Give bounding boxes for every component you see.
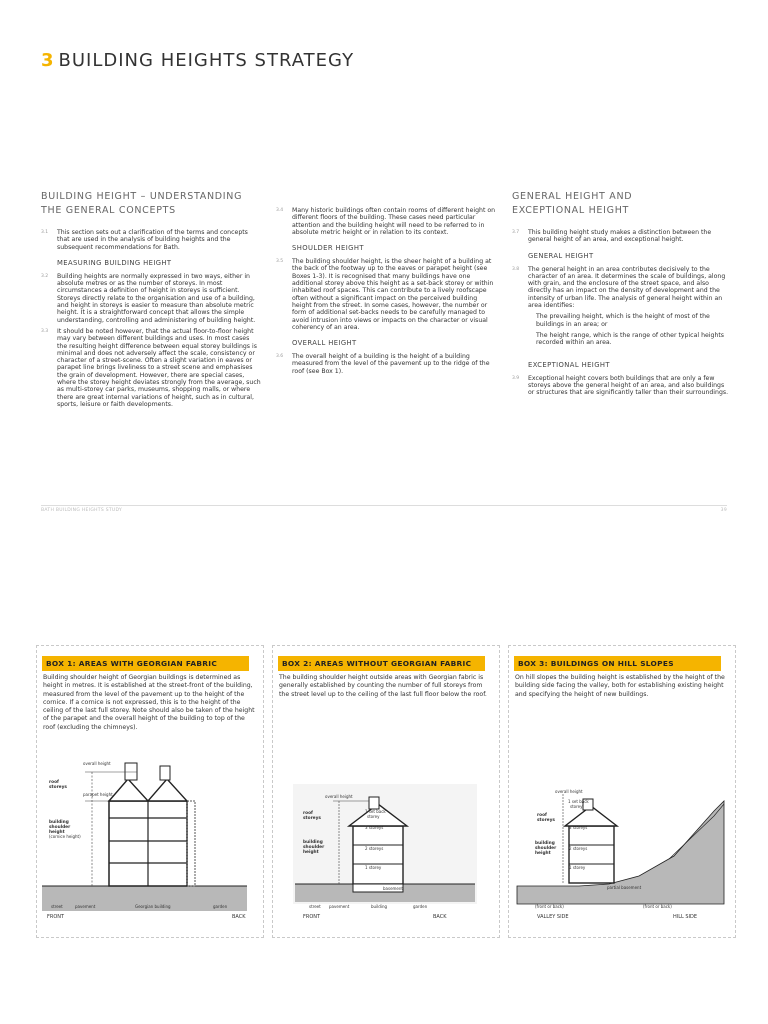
- subheading: MEASURING BUILDING HEIGHT: [57, 258, 172, 267]
- label-storeys: storeys: [49, 785, 67, 790]
- section-diagram: [273, 646, 499, 937]
- subheading: SHOULDER HEIGHT: [292, 244, 364, 253]
- svg-text:(cornice height): (cornice height): [49, 834, 81, 839]
- svg-text:storeys: storeys: [303, 816, 321, 821]
- svg-text:shoulder: shoulder: [535, 846, 557, 851]
- list-item: The prevailing height, which is the height of most of the buildings in an area; or: [536, 313, 710, 328]
- paragraph: 3.5 The building shoulder height, is the sheer height of a building at the back of the footway up to the eaves or parapet height (see Boxes 1-3). It is recognised that many buildings have one additional storey above this height as a set-back storey or within inhabited roof spaces. This can contribute to a lively roofscape often without a significant impact on the perceived building height from the street. In some cases, however, the number or form of additional set-backs needs to be carefully managed to avoid intrusion into views or impacts on the character or visual coherency of an area.: [276, 258, 494, 331]
- svg-text:2 storeys: 2 storeys: [569, 846, 588, 851]
- svg-text:building: building: [535, 841, 555, 846]
- svg-text:(front or back): (front or back): [535, 904, 564, 909]
- list-item: The height range, which is the range of other typical heights recorded within an area.: [536, 331, 725, 347]
- subheading: EXCEPTIONAL HEIGHT: [528, 360, 610, 369]
- svg-text:roof: roof: [303, 811, 313, 816]
- footer-title: BATH BUILDING HEIGHTS STUDY: [41, 508, 123, 513]
- svg-text:storeys: storeys: [537, 818, 555, 823]
- svg-text:Georgian building: Georgian building: [135, 904, 171, 909]
- paragraph: 3.4 Many historic buildings often contain rooms of different height on different floors of the building. These cases need particular attention and the building height will need to be referred to in absolute metric height or in relation to its context.: [276, 207, 496, 236]
- subheading: GENERAL HEIGHT: [528, 251, 594, 260]
- box-title: BOX 3: BUILDINGS ON HILL SLOPES: [514, 656, 721, 671]
- svg-text:street: street: [309, 904, 321, 909]
- section-title: BUILDING HEIGHTS STRATEGY: [58, 50, 355, 71]
- svg-text:partial basement: partial basement: [607, 885, 642, 890]
- paragraph: 3.1 This section sets out a clarification of the terms and concepts that are used in the analysis of building heights and the subsequent recommendations for Bath.: [41, 229, 248, 251]
- svg-text:building: building: [303, 840, 323, 845]
- svg-text:height: height: [535, 851, 551, 856]
- column-2: [276, 207, 496, 379]
- svg-text:1 set back: 1 set back: [365, 809, 386, 814]
- box-non-georgian-fabric: [272, 645, 500, 938]
- svg-text:basement: basement: [383, 886, 403, 891]
- svg-text:pavement: pavement: [75, 904, 96, 909]
- svg-text:roof: roof: [537, 813, 547, 818]
- label-back: BACK: [433, 914, 447, 920]
- svg-text:overall height: overall height: [555, 789, 583, 794]
- page-footer: [41, 505, 727, 513]
- svg-text:2 storeys: 2 storeys: [365, 846, 384, 851]
- paragraph: 3.8 The general height in an area contributes decisively to the character of an area. It determines the scale of buildings, along with grain, and the enclosure of the street space, and also directly has an impact on the density of development and the intensity of urban life. The analysis of general height within an area identifies:: [512, 265, 726, 310]
- svg-text:building: building: [49, 820, 69, 825]
- column-3: [512, 190, 730, 400]
- section-diagram: [37, 646, 263, 937]
- box-title: BOX 2: AREAS WITHOUT GEORGIAN FABRIC: [278, 656, 485, 671]
- label-parapet-height: parapet height: [83, 792, 113, 797]
- subheading: OVERALL HEIGHT: [292, 339, 357, 348]
- page-number: 39: [720, 508, 727, 513]
- box-text: Building shoulder height of Georgian buildings is determined as height in metres. It is established at the street-front of the building, measured from the level of the pavement up to the height of the cornice. If a cornice is not expressed, this is to the height of the ceiling of the last full storey. Note should also be taken of the height of the parapet and the overall height of the building to top of the roof (excluding the chimneys).: [43, 674, 255, 731]
- label-roof: roof: [49, 780, 59, 785]
- svg-text:height: height: [303, 850, 319, 855]
- label-valley-side: VALLEY SIDE: [537, 914, 569, 920]
- label-back: BACK: [232, 914, 246, 920]
- section-number: 3: [41, 50, 55, 71]
- label-front: FRONT: [303, 914, 321, 920]
- section-diagram: [509, 646, 735, 937]
- svg-text:building: building: [371, 904, 388, 909]
- section-heading: GENERAL HEIGHT AND EXCEPTIONAL HEIGHT: [512, 191, 633, 216]
- box-text: On hill slopes the building height is established by the height of the building side facing the valley, both for establishing existing height and specifying the height of new buildings.: [515, 674, 725, 698]
- svg-text:shoulder: shoulder: [303, 845, 325, 850]
- svg-text:shoulder: shoulder: [49, 825, 71, 830]
- box-georgian-fabric: [36, 645, 264, 938]
- svg-text:storey: storey: [367, 814, 380, 819]
- svg-text:3 storeys: 3 storeys: [569, 825, 588, 830]
- label-hill-side: HILL SIDE: [673, 914, 698, 920]
- svg-text:1 storey: 1 storey: [365, 865, 382, 870]
- label-front: FRONT: [47, 914, 65, 920]
- paragraph: 3.2 Building heights are normally expressed in two ways, either in absolute metres or as the number of storeys. In most circumstances a definition of height in storeys is sufficient. Storeys directly relate to the organisation and use of a building, and height in storeys is easier to measure than absolute metric height. It is a straightforward concept that allows the simple understanding, controlling and administering of building height.: [41, 272, 256, 324]
- column-1: [41, 190, 261, 412]
- box-hill-slopes: [508, 645, 736, 938]
- section-heading: BUILDING HEIGHT – UNDERSTANDING THE GENERAL CONCEPTS: [41, 191, 243, 216]
- svg-text:storey: storey: [570, 804, 583, 809]
- svg-text:street: street: [51, 904, 63, 909]
- box-title: BOX 1: AREAS WITH GEORGIAN FABRIC: [42, 656, 249, 671]
- label-overall-height: overall height: [83, 761, 111, 766]
- svg-text:(front or back): (front or back): [643, 904, 672, 909]
- svg-text:garden: garden: [413, 904, 428, 909]
- svg-text:3 storeys: 3 storeys: [365, 825, 384, 830]
- svg-text:1 set back: 1 set back: [568, 799, 589, 804]
- svg-text:garden: garden: [213, 904, 228, 909]
- box-text: The building shoulder height outside areas with Georgian fabric is generally established by counting the number of full storeys from the street level up to the ceiling of the last full floor below the roof.: [279, 674, 487, 698]
- svg-text:1 storey: 1 storey: [569, 865, 586, 870]
- paragraph: 3.6 The overall height of a building is the height of a building measured from the level of the pavement up to the ridge of the roof (see Box 1).: [276, 353, 490, 375]
- svg-text:overall height: overall height: [325, 794, 353, 799]
- paragraph: 3.9 Exceptional height covers both buildings that are only a few storeys above the general height of an area, and also buildings or structures that are significantly taller than their surroundings.: [512, 374, 729, 397]
- paragraph: 3.7 This building height study makes a distinction between the general height of an area, and exceptional height.: [512, 229, 712, 244]
- page-title: [41, 50, 354, 71]
- svg-text:height: height: [49, 830, 65, 835]
- paragraph: 3.3 It should be noted however, that the actual floor-to-floor height may vary between different buildings and uses. In most cases the resulting height difference between equal storey buildings is minimal and does not adversely affect the scale, consistency or character of a street-scene. Often a slight variation in eaves or parapet line brings liveliness to a street scene and emphasises the grain of development. However, there are special cases, where the storey height deviates strongly from the average, such as multi-storey car parks, museums, shopping malls, or where there are great internal variations of height, such as in cultural, sports, leisure or faith developments.: [41, 327, 261, 408]
- svg-text:pavement: pavement: [329, 904, 350, 909]
